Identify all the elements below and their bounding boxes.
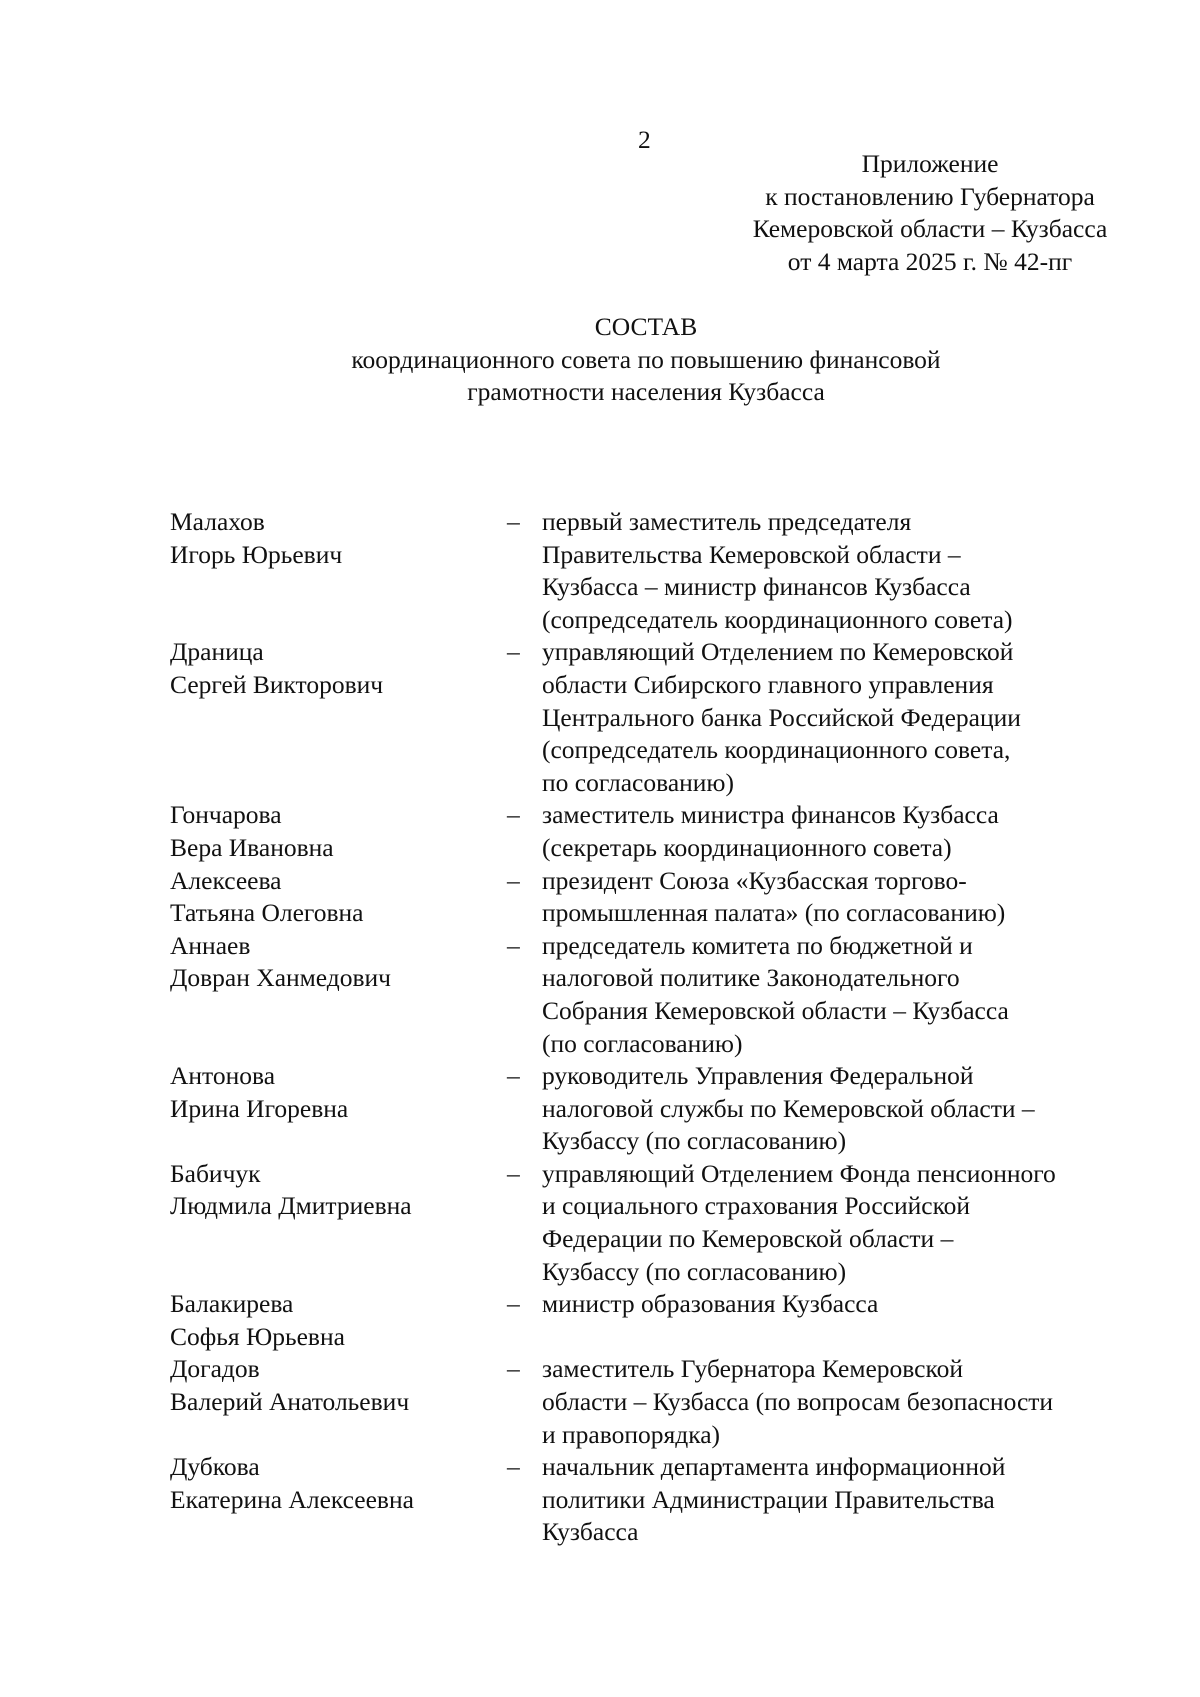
member-role-line: управляющий Отделением Фонда пенсионного [542, 1158, 1056, 1188]
member-dash: – [507, 800, 520, 830]
member-role [542, 1288, 1170, 1353]
member-row [170, 636, 1170, 799]
member-role-line: Федерации по Кемеровской области – [542, 1224, 954, 1254]
member-role-line: первый заместитель председателя [542, 507, 912, 536]
member-surname: Гончарова [170, 800, 282, 830]
member-surname: Балакирева [170, 1289, 294, 1319]
member-role-line: Кузбасса [542, 1517, 639, 1547]
member-dash: – [507, 930, 520, 960]
member-name [170, 799, 500, 864]
member-role-line: области – Кузбасса (по вопросам безопасности [542, 1387, 1054, 1417]
member-surname: Дубкова [170, 1452, 260, 1482]
member-name [170, 1288, 500, 1353]
member-given-names: Довран Ханмедович [170, 963, 392, 993]
member-role-line: заместитель министра финансов Кузбасса [542, 800, 999, 830]
member-given-names: Татьяна Олеговна [170, 898, 364, 928]
member-role-line: министр образования Кузбасса [542, 1289, 879, 1319]
members-list [170, 506, 1170, 1549]
member-role-line [542, 1321, 1170, 1354]
member-role-line: Правительства Кемеровской области – [542, 539, 961, 569]
member-row [170, 1158, 1170, 1288]
member-role [542, 636, 1170, 799]
member-role-line: налоговой службы по Кемеровской области – [542, 1093, 1035, 1123]
appendix-line: к постановлению Губернатора [765, 181, 1095, 211]
document-subtitle-line: координационного совета по повышению финансовой [351, 344, 941, 374]
member-dash: – [507, 637, 520, 667]
member-role [542, 1353, 1170, 1451]
member-dash: – [507, 1061, 520, 1091]
member-name [170, 1060, 500, 1125]
member-dash: – [507, 1158, 520, 1188]
member-surname: Аннаев [170, 930, 251, 960]
member-given-names: Екатерина Алексеевна [170, 1484, 414, 1514]
appendix-block [700, 148, 1160, 278]
member-name [170, 636, 500, 701]
member-role-line: по согласованию) [542, 767, 734, 797]
member-role-line: политики Администрации Правительства [542, 1484, 995, 1514]
appendix-line: от 4 марта 2025 г. № 42-пг [787, 246, 1073, 276]
member-given-names: Вера Ивановна [170, 832, 334, 862]
member-surname: Алексеева [170, 865, 282, 895]
appendix-line: Приложение [861, 149, 999, 178]
member-row [170, 506, 1170, 636]
member-role-line: председатель комитета по бюджетной и [542, 930, 973, 960]
member-name [170, 1451, 500, 1516]
member-given-names: Ирина Игоревна [170, 1093, 349, 1123]
member-role-line: руководитель Управления Федеральной [542, 1061, 974, 1091]
member-role [542, 1060, 1170, 1158]
member-role-line: начальник департамента информационной [542, 1452, 1006, 1482]
member-name [170, 930, 500, 995]
member-row [170, 1288, 1170, 1353]
member-role-line: (по согласованию) [542, 1028, 743, 1058]
member-role-line: (секретарь координационного совета) [542, 832, 952, 862]
member-given-names: Игорь Юрьевич [170, 539, 343, 569]
member-name [170, 865, 500, 930]
member-role-line: (сопредседатель координационного совета) [542, 604, 1013, 634]
page-number: 2 [638, 125, 651, 154]
member-role-line: Кузбасса – министр финансов Кузбасса [542, 572, 971, 602]
member-name [170, 506, 500, 571]
member-name [170, 1353, 500, 1418]
member-role-line: (сопредседатель координационного совета, [542, 735, 1011, 765]
member-role [542, 1158, 1170, 1288]
appendix-line: Кемеровской области – Кузбасса [752, 214, 1108, 243]
member-role [542, 930, 1170, 1060]
member-surname: Бабичук [170, 1158, 261, 1188]
member-surname: Антонова [170, 1061, 276, 1091]
member-row [170, 930, 1170, 1060]
member-surname: Драница [170, 637, 264, 667]
member-role-line: промышленная палата» (по согласованию) [542, 898, 1006, 928]
member-role-line: области Сибирского главного управления [542, 669, 994, 699]
member-row [170, 865, 1170, 930]
member-row [170, 799, 1170, 864]
member-role [542, 799, 1170, 864]
member-role-line: президент Союза «Кузбасская торгово- [542, 865, 967, 895]
member-role-line: заместитель Губернатора Кемеровской [542, 1354, 963, 1384]
member-role-line: Кузбассу (по согласованию) [542, 1256, 847, 1286]
document-heading: СОСТАВ [594, 312, 698, 341]
member-dash: – [507, 1452, 520, 1482]
member-row [170, 1060, 1170, 1158]
member-row [170, 1353, 1170, 1451]
document-subtitle-line: грамотности населения Кузбасса [467, 377, 825, 406]
member-surname: Малахов [170, 507, 265, 536]
member-dash: – [507, 865, 520, 895]
member-role-line: налоговой политике Законодательного [542, 963, 960, 993]
member-dash: – [507, 1289, 520, 1319]
member-row [170, 1451, 1170, 1549]
member-role-line: Собрания Кемеровской области – Кузбасса [542, 995, 1009, 1025]
member-dash: – [507, 1354, 520, 1384]
member-role [542, 1451, 1170, 1549]
member-given-names: Валерий Анатольевич [170, 1387, 410, 1417]
member-given-names: Софья Юрьевна [170, 1321, 345, 1351]
member-given-names: Людмила Дмитриевна [170, 1191, 412, 1221]
member-surname: Догадов [170, 1354, 260, 1384]
member-role [542, 865, 1170, 930]
member-role [542, 506, 1170, 636]
member-role-line: управляющий Отделением по Кемеровской [542, 637, 1014, 667]
member-dash: – [507, 507, 520, 536]
member-role-line: и социального страхования Российской [542, 1191, 971, 1221]
member-role-line: Центрального банка Российской Федерации [542, 702, 1021, 732]
member-role-line: и правопорядка) [542, 1419, 721, 1449]
member-given-names: Сергей Викторович [170, 669, 384, 699]
member-name [170, 1158, 500, 1223]
member-role-line: Кузбассу (по согласованию) [542, 1126, 847, 1156]
title-block [0, 311, 1200, 409]
